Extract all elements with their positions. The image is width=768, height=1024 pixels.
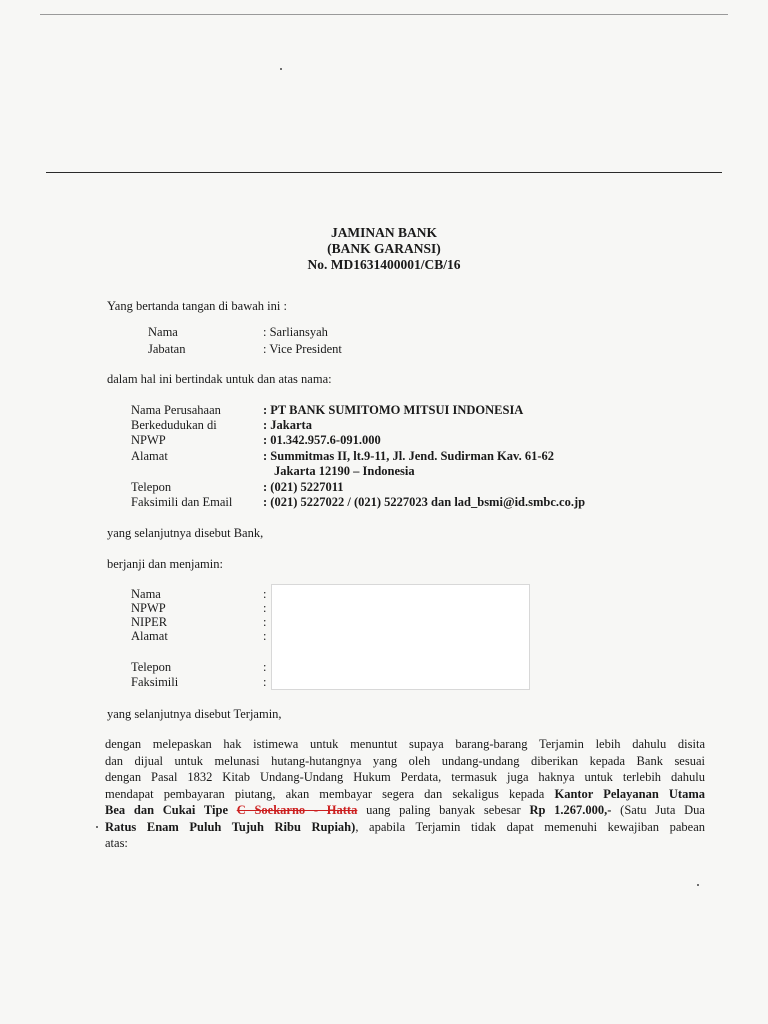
clause-line [105,786,705,803]
clause-text: , apabila Terjamin tidak dapat memenuhi kewajiban pabean [355,819,705,834]
company-fax-email-label: Faksimili dan Email [131,495,233,509]
guaranteed-npwp-colon: : [263,601,267,615]
amount-words-end: Ratus Enam Puluh Tujuh Ribu Rupiah) [105,819,356,834]
guarantee-amount: Rp 1.267.000,- [529,803,612,817]
guaranteed-address-colon: : [263,629,267,643]
company-name-value: : PT BANK SUMITOMO MITSUI INDONESIA [263,403,524,417]
clause-line: dengan Pasal 1832 Kitab Undang-Undang Hukum Perdata, termasuk juga haknya untuk terlebih dahulu [105,770,705,784]
intro-text: Yang bertanda tangan di bawah ini : [107,299,287,313]
guaranteed-niper-label: NIPER [131,615,168,629]
clause-line: dengan melepaskan hak istimewa untuk menuntut supaya barang-barang Terjamin lebih dahulu disita [105,737,705,751]
called-bank-text: yang selanjutnya disebut Bank, [107,526,264,540]
clause-line: dan dijual untuk melunasi hutang-hutangnya yang oleh undang-undang diberikan kepada Bank sesuai [105,753,705,768]
signatory-name-value: : Sarliansyah [263,325,328,339]
guaranteed-fax-colon: : [263,675,267,689]
struck-out-text: C Soekarno - Hatta [236,803,358,817]
document-subtitle: (BANK GARANSI) [327,241,441,256]
scan-speck [280,68,282,70]
scan-speck [96,826,98,828]
company-name-label: Nama Perusahaan [131,403,221,417]
top-scan-line [40,14,728,15]
company-seat-label: Berkedudukan di [131,418,217,432]
signatory-position-label: Jabatan [148,342,186,356]
customs-office-type: Bea dan Cukai Tipe [105,803,237,817]
clause-text: mendapat pembayaran piutang, akan membayar segera dan sekaligus kepada [105,786,555,801]
guaranteed-niper-colon: : [263,615,267,629]
customs-office-name: Kantor Pelayanan Utama [554,786,705,801]
clause-line: atas: [105,836,128,850]
guarantee-clause [105,736,705,852]
clause-text: uang paling banyak sebesar [357,803,530,817]
company-address-label: Alamat [131,449,168,463]
company-phone-label: Telepon [131,480,172,494]
clause-line [105,819,705,836]
company-npwp-value: : 01.342.957.6-091.000 [263,433,381,447]
guaranteed-npwp-label: NPWP [131,601,166,615]
company-phone-value: : (021) 5227011 [263,480,344,494]
company-npwp-label: NPWP [131,433,166,447]
guaranteed-phone-colon: : [263,660,267,674]
document-title: JAMINAN BANK [330,225,438,240]
scan-speck [697,884,699,886]
company-seat-value: : Jakarta [263,418,312,432]
company-address-value: : Summitmas II, lt.9-11, Jl. Jend. Sudirman Kav. 61-62 [263,449,555,463]
guaranteed-name-colon: : [263,587,267,601]
called-guaranteed-text: yang selanjutnya disebut Terjamin, [107,707,282,721]
document-number: No. MD1631400001/CB/16 [307,257,461,272]
signatory-position-value: : Vice President [263,342,342,356]
header-divider [46,172,722,173]
amount-words-start: (Satu Juta Dua [611,803,705,817]
redacted-area [271,584,530,690]
signatory-name-label: Nama [148,325,178,339]
guaranteed-address-label: Alamat [131,629,168,643]
company-fax-email-value: : (021) 5227022 / (021) 5227023 dan lad_bsmi@id.smbc.co.jp [263,495,586,509]
company-address-city: Jakarta 12190 – Indonesia [274,464,415,478]
clause-line [105,802,705,819]
guaranteed-phone-label: Telepon [131,660,172,674]
guaranteed-fax-label: Faksimili [131,675,179,689]
guaranteed-name-label: Nama [131,587,161,601]
on-behalf-text: dalam hal ini bertindak untuk dan atas nama: [107,372,332,386]
promise-text: berjanji dan menjamin: [107,557,223,571]
